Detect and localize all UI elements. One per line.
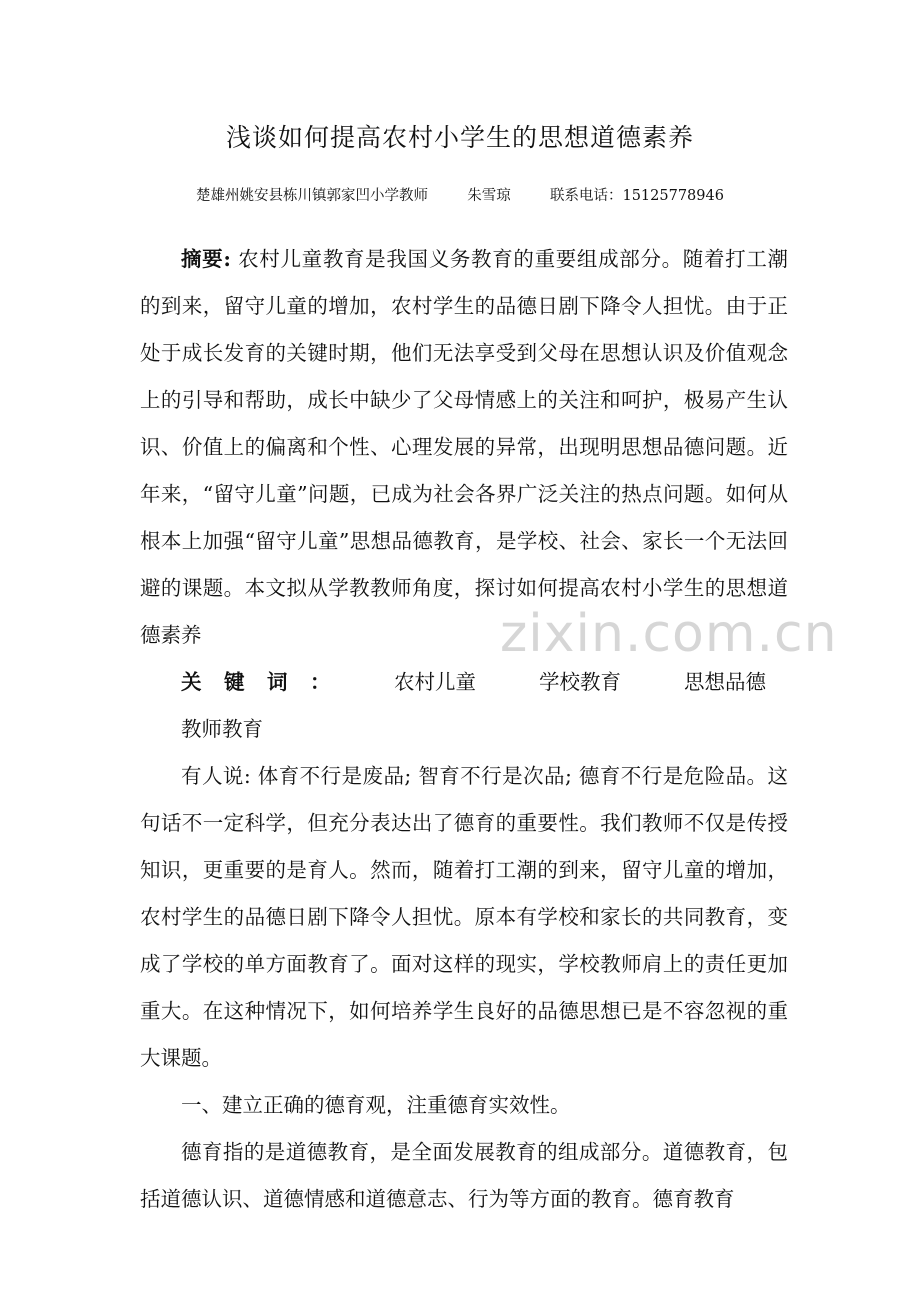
section-heading: 一、建立正确的德育观，注重德育实效性。	[181, 1093, 571, 1117]
keywords-label: 关键词：	[181, 670, 353, 694]
keywords-paragraph	[140, 659, 788, 753]
keyword-item: 农村儿童	[394, 670, 476, 694]
keyword-item: 学校教育	[539, 670, 621, 694]
abstract-text: 农村儿童教育是我国义务教育的重要组成部分。随着打工潮的到来，留守儿童的增加，农村学生的品德日剧下降令人担忧。由于正处于成长发育的关键时期，他们无法享受到父母在思想认识及价值观念上的引导和帮助，成长中缺少了父母情感上的关注和呵护，极易产生认识、价值上的偏离和个性、心理发展的异常，出现明思想品德问题。近年来，“留守儿童”问题，已成为社会各界广泛关注的热点问题。如何从根本上加强“留守儿童”思想品德教育，是学校、社会、家长一个无法回避的课题。本文拟从学教教师角度，探讨如何提高农村小学生的思想道德素养	[140, 247, 788, 647]
author-name: 朱雪琼	[467, 188, 511, 204]
author-affiliation: 楚雄州姚安县栋川镇郭家凹小学教师	[196, 188, 429, 204]
body-paragraph: 有人说: 体育不行是废品; 智育不行是次品; 德育不行是危险品。这句话不一定科学，但充分表达出了德育的重要性。我们教师不仅是传授知识，更重要的是育人。然而，随着打工潮的到来，留守儿童的增加，农村学生的品德日剧下降令人担忧。原本有学校和家长的共同教育，变成了学校的单方面教育了。面对这样的现实，学校教师肩上的责任更加重大。在这种情况下，如何培养学生良好的品德思想已是不容忽视的重大课题。	[140, 764, 788, 1070]
document-body	[140, 236, 788, 1223]
author-contact: 联系电话：15125778946	[549, 188, 724, 204]
author-line	[0, 184, 920, 205]
body-paragraph: 德育指的是道德教育，是全面发展教育的组成部分。道德教育，包括道德认识、道德情感和道德意志、行为等方面的教育。德育教育	[140, 1140, 788, 1211]
document-title: 浅谈如何提高农村小学生的思想道德素养	[225, 123, 694, 152]
watermark-text: zixin.com.cn	[500, 604, 838, 664]
keyword-item: 思想品德	[684, 670, 766, 694]
keyword-item: 教师教育	[181, 717, 263, 741]
abstract-label: 摘要:	[181, 247, 231, 271]
abstract-paragraph	[140, 236, 788, 659]
